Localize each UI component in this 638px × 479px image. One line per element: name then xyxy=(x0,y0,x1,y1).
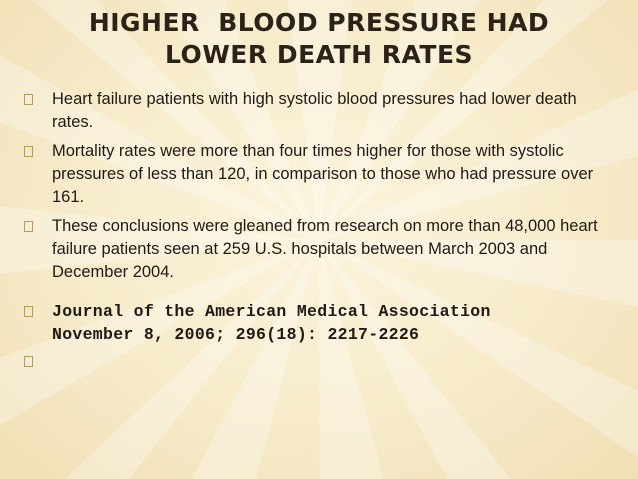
bullet-text: Heart failure patients with high systolic blood pressures had lower death rates. xyxy=(52,90,577,131)
reference-citation: November 8, 2006; 296(18): 2217-2226 xyxy=(52,325,420,344)
bullet-square-icon xyxy=(24,94,33,105)
bullet-text: Mortality rates were more than four times higher for those with systolic pressures of less than 120, in comparison to those who had pressure over 161. xyxy=(52,142,594,206)
bullet-square-icon xyxy=(24,306,33,317)
empty-bullet-item xyxy=(22,350,612,373)
bullet-item xyxy=(22,140,612,209)
reference-item xyxy=(22,300,612,346)
bullet-square-icon xyxy=(24,356,33,367)
bullet-list xyxy=(22,88,612,373)
bullet-item xyxy=(22,88,612,134)
bullet-square-icon xyxy=(24,221,33,232)
title-line-2: LOWER DEATH RATES xyxy=(164,40,474,69)
bullet-text: These conclusions were gleaned from research on more than 48,000 heart failure patients seen at 259 U.S. hospitals between March 2003 and December 2004. xyxy=(52,217,598,281)
title-line-1: HIGHER BLOOD PRESSURE HAD xyxy=(88,8,550,37)
reference-journal: Journal of the American Medical Association xyxy=(52,302,491,321)
slide-title xyxy=(0,8,638,70)
bullet-square-icon xyxy=(24,146,33,157)
bullet-item xyxy=(22,215,612,284)
